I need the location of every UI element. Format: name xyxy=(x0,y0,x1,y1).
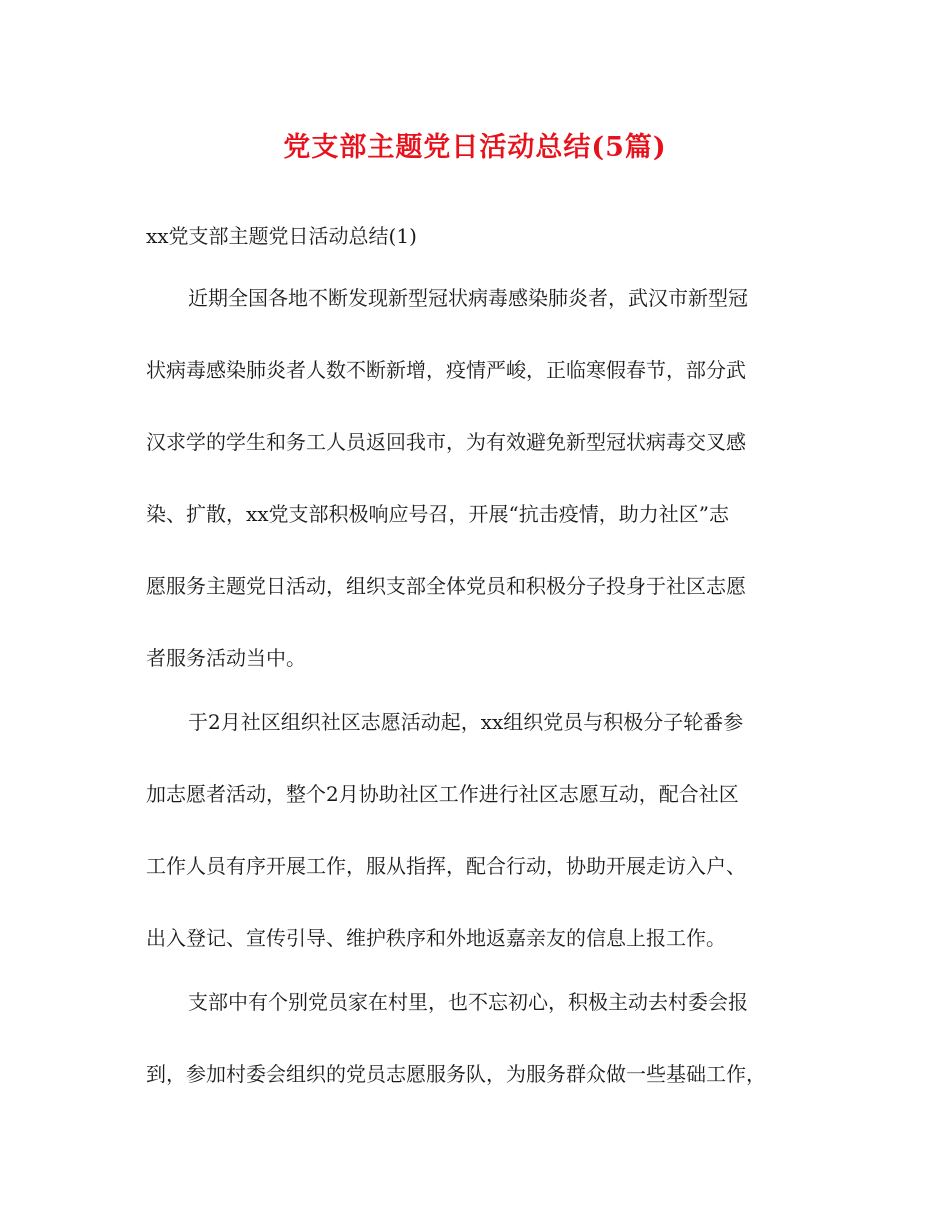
paragraph-2-line-4: 出入登记、宣传引导、维护秩序和外地返嘉亲友的信息上报工作。 xyxy=(146,926,726,950)
paragraph-1-line-4: 染、扩散，xx党支部积极响应号召，开展“抗击疫情，助力社区”志 xyxy=(146,502,730,526)
document-title: 党支部主题党日活动总结(5篇) xyxy=(283,132,667,163)
paragraph-1-line-5: 愿服务主题党日活动，组织支部全体党员和积极分子投身于社区志愿 xyxy=(146,574,746,598)
paragraph-1-line-1: 近期全国各地不断发现新型冠状病毒感染肺炎者，武汉市新型冠 xyxy=(188,286,748,310)
paragraph-1-line-2: 状病毒感染肺炎者人数不断新增，疫情严峻，正临寒假春节，部分武 xyxy=(146,358,746,382)
section-heading: xx党支部主题党日活动总结(1) xyxy=(146,224,417,248)
paragraph-2-line-2: 加志愿者活动，整个2月协助社区工作进行社区志愿互动，配合社区 xyxy=(146,782,739,806)
paragraph-1-line-3: 汉求学的学生和务工人员返回我市，为有效避免新型冠状病毒交叉感 xyxy=(146,430,746,454)
paragraph-3-line-1: 支部中有个别党员家在村里，也不忘初心，积极主动去村委会报 xyxy=(188,990,748,1014)
paragraph-3-line-2: 到，参加村委会组织的党员志愿服务队，为服务群众做一些基础工作， xyxy=(146,1062,766,1086)
paragraph-2-line-3: 工作人员有序开展工作，服从指挥，配合行动，协助开展走访入户、 xyxy=(146,854,746,878)
paragraph-1-line-6: 者服务活动当中。 xyxy=(146,646,306,670)
paragraph-2-line-1: 于2月社区组织社区志愿活动起，xx组织党员与积极分子轮番参 xyxy=(188,710,744,734)
